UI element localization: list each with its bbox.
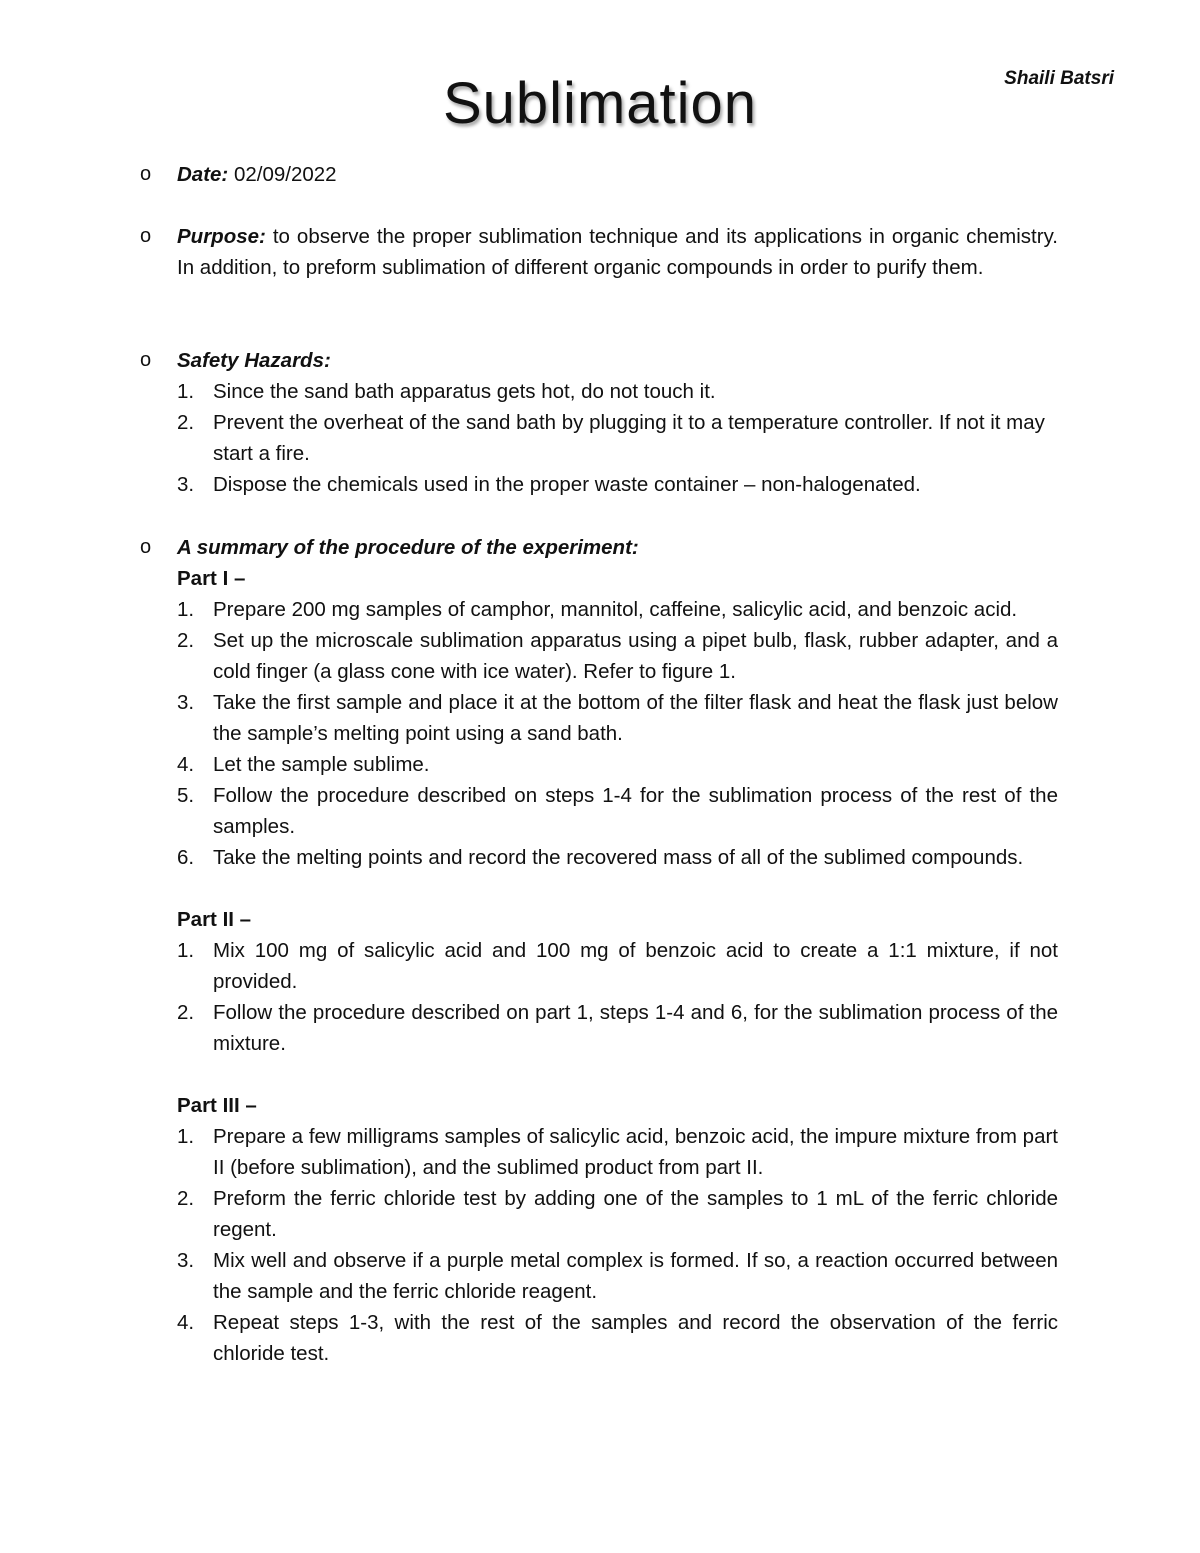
safety-label: Safety Hazards:: [177, 349, 331, 372]
summary-label: A summary of the procedure of the experiment:: [177, 536, 639, 559]
list-number: 5.: [177, 784, 195, 807]
list-number: 6.: [177, 846, 195, 869]
list-text: Follow the procedure described on part 1, steps 1-4 and 6, for the sublimation process of the mixture.: [213, 1001, 1058, 1055]
list-text: Dispose the chemicals used in the proper waste container – non-halogenated.: [213, 473, 921, 496]
part-3-steps: [177, 1121, 1058, 1369]
list-item: [177, 1183, 1058, 1245]
date-value: 02/09/2022: [233, 163, 337, 186]
list-item: [177, 407, 1058, 469]
list-number: 3.: [177, 691, 195, 714]
list-number: 1.: [177, 380, 195, 403]
list-text: Prepare a few milligrams samples of salicylic acid, benzoic acid, the impure mixture from part II (before sublimation), and the sublimed product from part II.: [213, 1125, 1058, 1179]
list-text: Preform the ferric chloride test by adding one of the samples to 1 mL of the ferric chloride regent.: [213, 1187, 1058, 1241]
list-number: 4.: [177, 753, 195, 776]
list-item: [177, 1245, 1058, 1307]
list-number: 1.: [177, 1125, 195, 1148]
list-item: [177, 376, 1058, 407]
purpose-section: [140, 221, 1058, 283]
list-text: Take the melting points and record the recovered mass of all of the sublimed compounds.: [213, 846, 1024, 869]
list-item: [177, 997, 1058, 1059]
list-text: Let the sample sublime.: [213, 753, 430, 776]
part-1-label: Part I –: [177, 567, 246, 590]
list-text: Prevent the overheat of the sand bath by plugging it to a temperature controller. If not it may start a fire.: [213, 411, 1045, 465]
list-text: Follow the procedure described on steps 1-4 for the sublimation process of the rest of the samples.: [213, 784, 1058, 838]
author-name: Shaili Batsri: [1004, 68, 1114, 89]
purpose-label: Purpose:: [177, 225, 266, 248]
purpose-text: to observe the proper sublimation technique and its applications in organic chemistry. In addition, to preform sublimation of different organic compounds in order to purify them.: [177, 225, 1058, 279]
list-item: [177, 842, 1058, 873]
list-text: Prepare 200 mg samples of camphor, mannitol, caffeine, salicylic acid, and benzoic acid.: [213, 598, 1018, 621]
part-2-label: Part II –: [177, 908, 252, 931]
list-item: [177, 780, 1058, 842]
list-number: 2.: [177, 411, 195, 434]
list-number: 2.: [177, 629, 195, 652]
list-text: Since the sand bath apparatus gets hot, do not touch it.: [213, 380, 716, 403]
bullet-icon: o: [140, 536, 152, 558]
date-section: [140, 159, 1058, 190]
list-item: [177, 1307, 1058, 1369]
part-2-steps: [177, 935, 1058, 1059]
list-text: Mix well and observe if a purple metal complex is formed. If so, a reaction occurred between the sample and the ferric chloride reagent.: [213, 1249, 1058, 1303]
list-text: Repeat steps 1-3, with the rest of the samples and record the observation of the ferric chloride test.: [213, 1311, 1058, 1365]
list-text: Take the first sample and place it at the bottom of the filter flask and heat the flask just below the sample’s melting point using a sand bath.: [213, 691, 1058, 745]
list-text: Mix 100 mg of salicylic acid and 100 mg of benzoic acid to create a 1:1 mixture, if not provided.: [213, 939, 1058, 993]
summary-section: [140, 532, 1058, 1369]
list-number: 3.: [177, 1249, 195, 1272]
date-label: Date:: [177, 163, 229, 186]
bullet-icon: o: [140, 225, 152, 247]
list-item: [177, 469, 1058, 500]
list-item: [177, 625, 1058, 687]
list-number: 2.: [177, 1187, 195, 1210]
list-number: 3.: [177, 473, 195, 496]
bullet-icon: o: [140, 349, 152, 371]
list-item: [177, 687, 1058, 749]
safety-section: [140, 345, 1058, 500]
list-number: 1.: [177, 939, 195, 962]
part-3-label: Part III –: [177, 1094, 257, 1117]
list-item: [177, 749, 1058, 780]
list-item: [177, 594, 1058, 625]
list-text: Set up the microscale sublimation apparatus using a pipet bulb, flask, rubber adapter, and a cold finger (a glass cone with ice water). Refer to figure 1.: [213, 629, 1058, 683]
list-number: 1.: [177, 598, 195, 621]
list-item: [177, 935, 1058, 997]
page-title: Sublimation: [442, 71, 758, 136]
safety-list: [177, 376, 1058, 500]
list-number: 4.: [177, 1311, 195, 1334]
list-number: 2.: [177, 1001, 195, 1024]
bullet-icon: o: [140, 163, 152, 185]
part-1-steps: [177, 594, 1058, 873]
list-item: [177, 1121, 1058, 1183]
